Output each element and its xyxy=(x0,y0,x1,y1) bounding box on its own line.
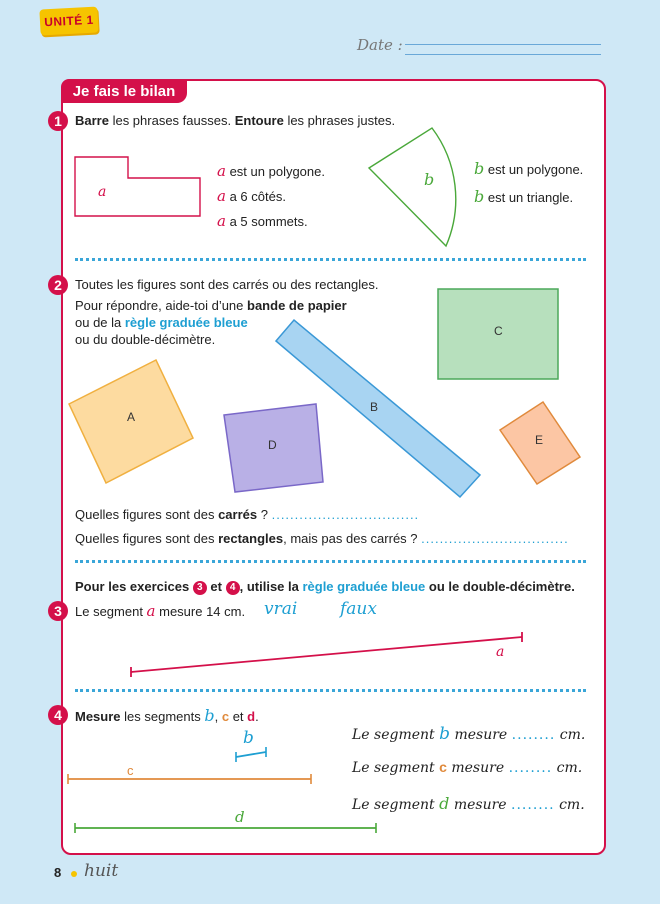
statement-b-1[interactable] xyxy=(474,160,583,178)
exercise-2-line-3 xyxy=(75,314,248,331)
exercise-2-line-4: ou du double-décimètre. xyxy=(75,332,216,347)
question-rectangles xyxy=(75,530,569,547)
section-title: Je fais le bilan xyxy=(61,79,187,103)
answer-line-b xyxy=(352,724,585,744)
letter-d: d xyxy=(247,709,256,724)
segment-d-label: d xyxy=(235,808,245,826)
text: Le segment xyxy=(75,604,147,619)
segment-b-line xyxy=(236,752,266,757)
figure-c-label: C xyxy=(494,324,503,338)
text: ou le double-décimètre. xyxy=(425,579,575,594)
squares-word: carrés xyxy=(218,507,258,522)
text: Quelles figures sont des xyxy=(75,507,219,522)
inline-number-4: 4 xyxy=(226,581,240,595)
text: Le segment xyxy=(352,797,435,813)
statement-a-3[interactable] xyxy=(217,213,308,230)
page-number-dot xyxy=(71,871,77,877)
date-label: Date : xyxy=(357,36,403,54)
page-number-word: huit xyxy=(84,861,119,881)
figure-b-label: B xyxy=(370,400,379,414)
unit-badge: UNITÉ 1 xyxy=(39,7,98,36)
letter-a: a xyxy=(217,162,226,180)
shape-b-sector xyxy=(369,128,456,246)
instruction-word-mesure: Mesure xyxy=(75,709,121,724)
question-squares xyxy=(75,506,419,523)
text: mesure xyxy=(453,797,507,813)
statement-text: est un polygone. xyxy=(229,164,325,179)
statement-text: a 6 côtés. xyxy=(229,189,286,204)
text: , xyxy=(214,709,222,724)
blue-ruler-text: règle graduée bleue xyxy=(124,315,248,330)
text: , utilise la xyxy=(239,579,303,594)
text: mesure 14 cm. xyxy=(155,604,246,619)
answer-line-d xyxy=(352,794,585,813)
instruction-text: les phrases justes. xyxy=(283,113,396,128)
answer-line-c xyxy=(352,759,582,776)
letter-a: a xyxy=(146,602,156,620)
inline-number-3: 3 xyxy=(193,581,207,595)
text: et xyxy=(229,709,248,724)
statement-a-1[interactable] xyxy=(217,163,325,180)
text: , mais pas des carrés ? xyxy=(283,531,422,546)
letter-b: b xyxy=(474,159,485,178)
letter-b: b xyxy=(439,724,451,744)
text: Le segment xyxy=(352,727,435,743)
unit-text: cm. xyxy=(556,760,583,776)
text: les segments xyxy=(120,709,205,724)
text: et xyxy=(206,579,226,594)
separator xyxy=(75,258,586,261)
exercise-3-statement xyxy=(75,603,245,620)
exercise-2-line-2 xyxy=(75,297,347,314)
segment-a-line xyxy=(131,637,522,672)
segment-a-label: a xyxy=(496,644,505,660)
letter-b: b xyxy=(204,706,215,725)
letter-a: a xyxy=(217,187,226,205)
text: Le segment xyxy=(352,760,435,776)
answer-rectangles-field[interactable]: ................................ xyxy=(421,531,569,546)
exercise-2-line-1: Toutes les figures sont des carrés ou des rectangles. xyxy=(75,277,379,292)
blue-ruler-text: règle graduée bleue xyxy=(302,579,426,594)
segment-b-label: b xyxy=(243,728,254,748)
statement-b-2[interactable] xyxy=(474,188,573,206)
text: mesure xyxy=(454,727,508,743)
answer-squares-field[interactable]: ................................ xyxy=(271,507,420,522)
text: mesure xyxy=(451,760,505,776)
instruction-word-barre: Barre xyxy=(75,113,109,128)
exercise-2-number: 2 xyxy=(48,275,68,295)
letter-a: a xyxy=(217,212,226,230)
text: Quelles figures sont des xyxy=(75,531,219,546)
statement-text: est un polygone. xyxy=(487,162,584,177)
figure-e-label: E xyxy=(535,433,544,447)
letter-b: b xyxy=(474,187,485,206)
statement-text: est un triangle. xyxy=(487,190,574,205)
text: Pour répondre, aide-toi d’une xyxy=(75,298,248,313)
separator xyxy=(75,689,586,692)
text: ou de la xyxy=(75,315,125,330)
instruction-text: les phrases fausses. xyxy=(108,113,235,128)
answer-vrai[interactable]: vrai xyxy=(264,599,298,619)
exercise-4-number: 4 xyxy=(48,705,68,725)
answer-b-field[interactable]: ........ xyxy=(511,727,556,743)
letter-c: c xyxy=(221,709,230,724)
answer-d-field[interactable]: ........ xyxy=(511,797,555,813)
instruction-exercises-3-4 xyxy=(75,578,575,595)
shape-a-label: a xyxy=(98,184,107,200)
exercise-3-number: 3 xyxy=(48,601,68,621)
unit-text: cm. xyxy=(559,727,586,743)
letter-d: d xyxy=(439,794,450,813)
answer-c-field[interactable]: ........ xyxy=(508,760,553,776)
shape-b-label: b xyxy=(424,170,435,189)
unit-text: cm. xyxy=(559,797,585,813)
segment-c-label: c xyxy=(127,763,134,778)
answer-faux[interactable]: faux xyxy=(340,599,377,619)
shape-a-polygon xyxy=(75,157,200,216)
figure-a-label: A xyxy=(127,410,136,424)
figure-d-label: D xyxy=(268,438,277,452)
text: Pour les exercices xyxy=(75,579,193,594)
rectangles-word: rectangles xyxy=(218,531,284,546)
letter-c: c xyxy=(439,759,447,775)
exercise-1-number: 1 xyxy=(48,111,68,131)
text: ? xyxy=(257,507,272,522)
page-number: 8 xyxy=(54,865,62,880)
instruction-word-entoure: Entoure xyxy=(234,113,284,128)
statement-text: a 5 sommets. xyxy=(229,214,308,229)
text: . xyxy=(255,709,259,724)
exercise-4-instruction xyxy=(75,707,259,725)
statement-a-2[interactable] xyxy=(217,188,286,205)
separator xyxy=(75,560,586,563)
paper-strip-text: bande de papier xyxy=(247,298,347,313)
